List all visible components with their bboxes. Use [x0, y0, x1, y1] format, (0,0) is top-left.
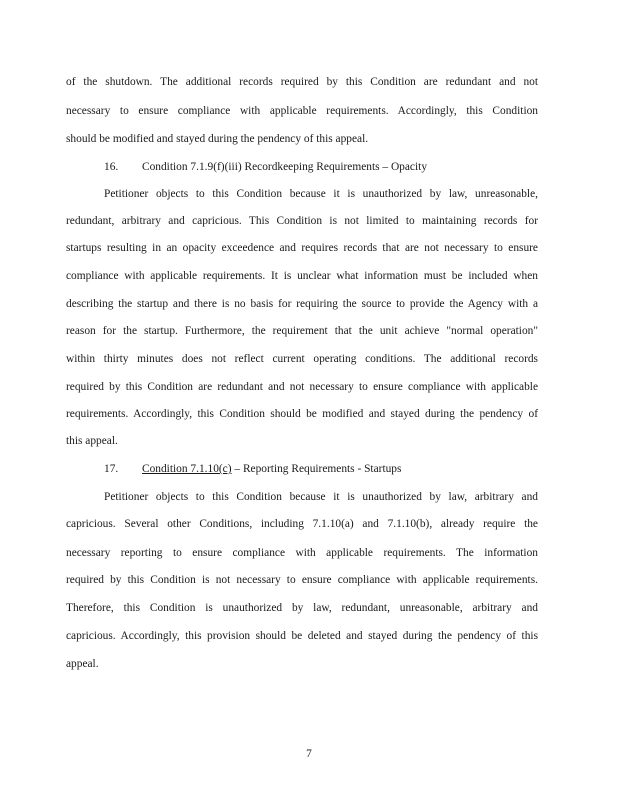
section-17-line-6: capricious. Accordingly, this provision should be deleted and stayed during the pendency of this [66, 630, 538, 642]
section-17-line-7: appeal. [66, 658, 99, 670]
section-16-line-3: startups resulting in an opacity exceedence and requires records that are not necessary to ensure [66, 242, 538, 254]
section-16-line-10: this appeal. [66, 435, 118, 447]
page-number: 7 [306, 748, 312, 760]
section-16-line-4: compliance with applicable requirements. It is unclear what information must be included when [66, 270, 538, 282]
section-16-line-9: requirements. Accordingly, this Condition should be modified and stayed during the pendency of [66, 408, 538, 420]
section-17-line-2: capricious. Several other Conditions, including 7.1.10(a) and 7.1.10(b), already require the [66, 518, 538, 530]
section-16-line-7: within thirty minutes does not reflect current operating conditions. The additional records [66, 353, 538, 365]
section-16-line-1: Petitioner objects to this Condition because it is unauthorized by law, unreasonable, [104, 188, 538, 200]
para-1-line-3: should be modified and stayed during the pendency of this appeal. [66, 133, 369, 145]
section-16-line-8: required by this Condition are redundant and not necessary to ensure compliance with applicable [66, 381, 538, 393]
section-16-line-2: redundant, arbitrary and capricious. This Condition is not limited to maintaining records for [66, 215, 538, 227]
section-17-line-3: necessary reporting to ensure compliance with applicable requirements. The information [66, 547, 538, 559]
section-17-line-1: Petitioner objects to this Condition because it is unauthorized by law, arbitrary and [104, 491, 538, 503]
section-17-line-4: required by this Condition is not necessary to ensure compliance with applicable requirements. [66, 574, 538, 586]
section-17-title [142, 462, 401, 476]
section-17-number: 17. [104, 463, 119, 475]
section-16-line-6: reason for the startup. Furthermore, the requirement that the unit achieve "normal operation" [66, 325, 538, 337]
section-16-title: Condition 7.1.9(f)(iii) Recordkeeping Requirements – Opacity [142, 161, 428, 173]
section-17-title-rest: – Reporting Requirements - Startups [231, 463, 402, 475]
para-1-line-2: necessary to ensure compliance with applicable requirements. Accordingly, this Condition [66, 105, 538, 117]
section-16-line-5: describing the startup and there is no basis for requiring the source to provide the Agency with a [66, 298, 538, 310]
para-1-line-1: of the shutdown. The additional records required by this Condition are redundant and not [66, 76, 538, 88]
section-17-title-underlined: Condition 7.1.10(c) [142, 463, 232, 475]
section-16-number: 16. [104, 161, 119, 173]
section-17-line-5: Therefore, this Condition is unauthorized by law, redundant, unreasonable, arbitrary and [66, 602, 538, 614]
